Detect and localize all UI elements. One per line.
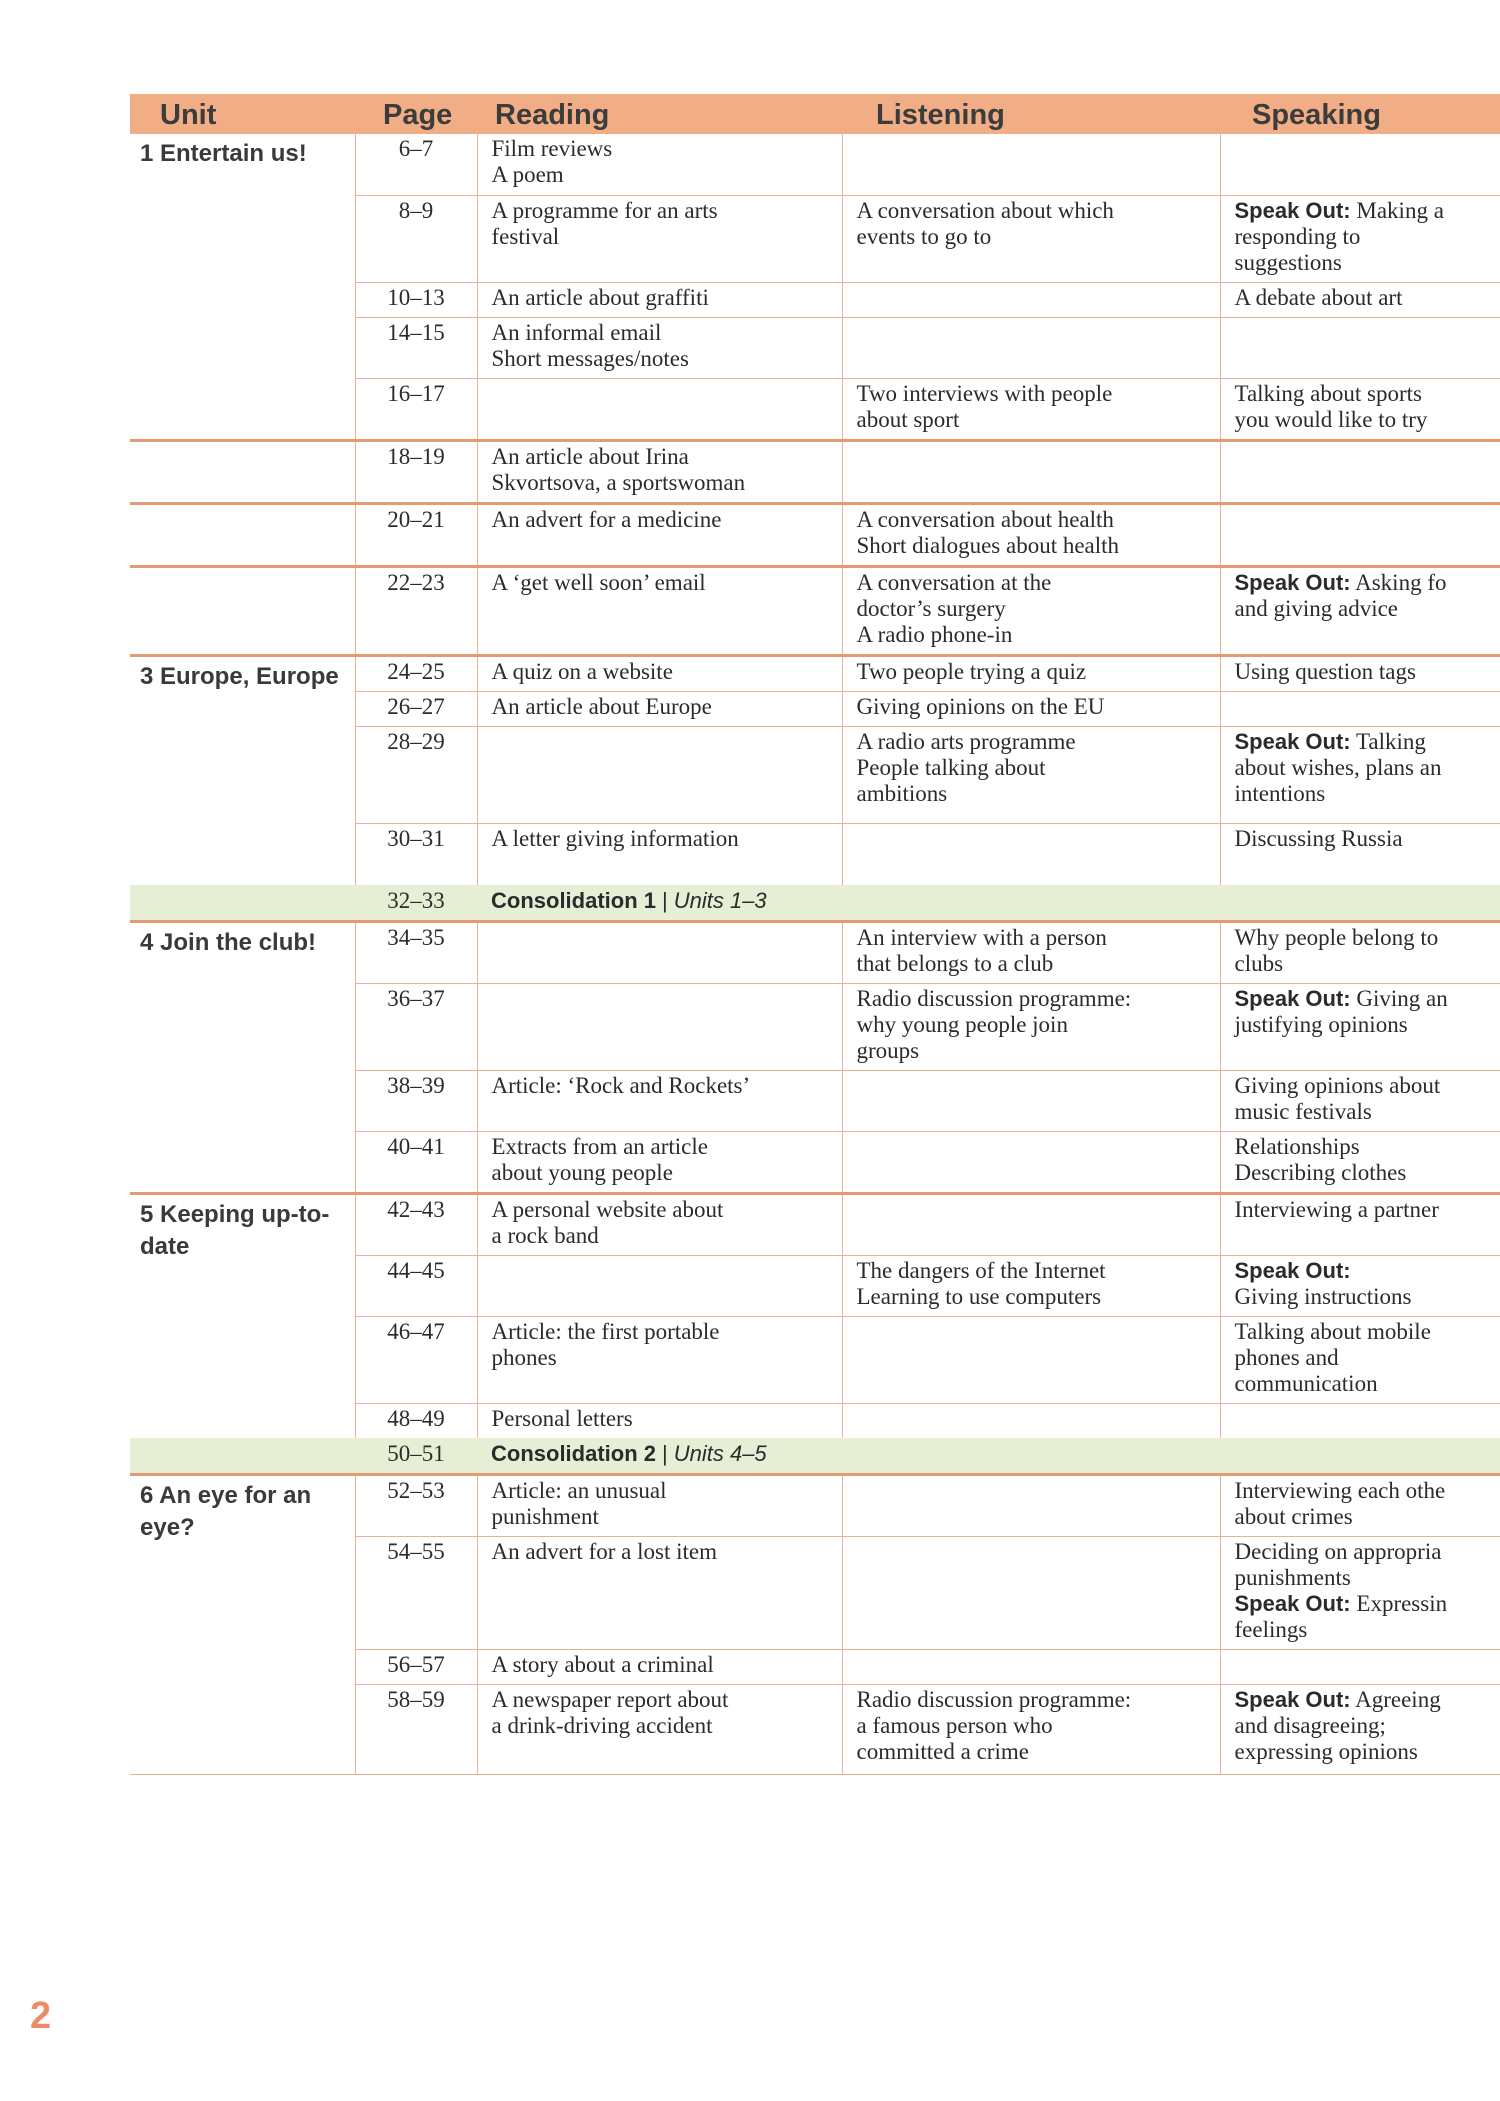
listening-line: doctor’s surgery (856, 595, 1006, 621)
consolidation-units: Units 4–5 (673, 1441, 767, 1466)
speak-out-label: Speak Out: (1234, 1591, 1351, 1616)
unit-title: 3 Europe, Europe (130, 655, 355, 885)
page-range: 8–9 (355, 195, 477, 282)
speaking-cell (1220, 922, 1500, 984)
speaking-cell (1220, 1256, 1500, 1317)
speaking-line (1235, 1591, 1493, 1617)
speaking-line: Talking about mobile (1234, 1319, 1431, 1344)
speaking-line (1235, 570, 1493, 596)
page-range: 16–17 (355, 378, 477, 440)
reading-line: Article: ‘Rock and Rockets’ (491, 1073, 751, 1098)
page-range: 26–27 (355, 691, 477, 726)
listening-line: The dangers of the Internet (856, 1258, 1106, 1283)
reading-cell (477, 922, 842, 984)
reading-cell (477, 1256, 842, 1317)
header-listening: Listening (842, 94, 1220, 134)
unit-title (130, 566, 355, 655)
header-reading: Reading (477, 94, 842, 134)
speaking-line: justifying opinions (1234, 1012, 1408, 1037)
consolidation-title (477, 885, 1500, 922)
reading-cell (477, 1475, 842, 1537)
speaking-cell (1220, 134, 1500, 195)
listening-cell (842, 440, 1220, 503)
consolidation-row (130, 1438, 1500, 1475)
reading-line: An advert for a lost item (491, 1539, 717, 1564)
listening-cell (842, 503, 1220, 566)
consolidation-spacer (130, 1438, 355, 1475)
listening-cell (842, 655, 1220, 691)
speaking-line (1235, 986, 1493, 1012)
reading-line: A story about a criminal (491, 1652, 714, 1677)
speaking-line: music festivals (1234, 1099, 1372, 1124)
page-range: 14–15 (355, 317, 477, 378)
speaking-cell (1220, 317, 1500, 378)
reading-line: A ‘get well soon’ email (491, 569, 706, 595)
listening-cell (842, 1071, 1220, 1132)
listening-line: Radio discussion programme: (856, 1687, 1132, 1712)
listening-line: A conversation about which (856, 197, 1114, 223)
separator: | (662, 1441, 668, 1466)
page-range: 48–49 (355, 1404, 477, 1439)
page-range: 30–31 (355, 823, 477, 885)
speaking-cell (1220, 1071, 1500, 1132)
page-range: 18–19 (355, 440, 477, 503)
table-row (130, 922, 1500, 984)
table-row (130, 440, 1500, 503)
reading-line: An article about Europe (491, 693, 712, 719)
consolidation-page: 32–33 (355, 885, 477, 922)
reading-line: about young people (491, 1160, 673, 1185)
listening-line: groups (856, 1038, 920, 1063)
reading-line: Film reviews (491, 136, 613, 161)
page-range: 34–35 (355, 922, 477, 984)
speaking-cell (1220, 1317, 1500, 1404)
contents-table (130, 94, 1500, 1775)
speaking-cell (1220, 1404, 1500, 1439)
speaking-cell (1220, 1132, 1500, 1194)
speaking-line (1235, 198, 1493, 224)
speaking-text: Expressin (1356, 1591, 1448, 1616)
reading-cell (477, 566, 842, 655)
reading-cell (477, 1537, 842, 1650)
speaking-cell (1220, 823, 1500, 885)
speaking-line: communication (1234, 1371, 1378, 1396)
page-range: 36–37 (355, 984, 477, 1071)
speaking-line: Giving instructions (1234, 1284, 1412, 1309)
reading-cell (477, 691, 842, 726)
speaking-cell (1220, 1537, 1500, 1650)
header-page: Page (355, 94, 477, 134)
table-row (130, 566, 1500, 655)
listening-cell (842, 195, 1220, 282)
speaking-line: Using question tags (1234, 658, 1416, 684)
listening-line: A conversation at the (856, 569, 1052, 595)
reading-cell (477, 1404, 842, 1439)
reading-line: A letter giving information (491, 825, 739, 851)
bottom-rule-cell (130, 1775, 1500, 1776)
reading-line: An article about graffiti (491, 284, 709, 310)
reading-line: a rock band (491, 1223, 599, 1248)
listening-cell (842, 922, 1220, 984)
reading-cell (477, 317, 842, 378)
page-number: 2 (30, 1995, 52, 2037)
listening-cell (842, 317, 1220, 378)
speak-out-label: Speak Out: (1234, 569, 1351, 595)
unit-title: 6 An eye for an eye? (130, 1475, 355, 1775)
speaking-line: you would like to try (1234, 406, 1428, 432)
table-row (130, 655, 1500, 691)
speaking-line: about crimes (1234, 1504, 1353, 1529)
speaking-line: feelings (1234, 1617, 1308, 1642)
speaking-line: A debate about art (1234, 284, 1403, 310)
table-row (130, 503, 1500, 566)
reading-line: A newspaper report about (491, 1687, 729, 1712)
reading-line: An advert for a medicine (491, 506, 722, 532)
listening-line: Radio discussion programme: (856, 986, 1132, 1011)
reading-line: A quiz on a website (491, 658, 673, 684)
speaking-line: Interviewing each othe (1234, 1478, 1446, 1503)
page-range: 58–59 (355, 1685, 477, 1775)
reading-cell (477, 1650, 842, 1685)
listening-line: A radio phone-in (856, 621, 1013, 647)
listening-line: A radio arts programme (856, 728, 1076, 754)
page-range: 22–23 (355, 566, 477, 655)
listening-cell (842, 282, 1220, 317)
reading-cell (477, 282, 842, 317)
speaking-text: Talking (1355, 728, 1426, 754)
consolidation-units: Units 1–3 (673, 888, 767, 913)
table-row (130, 134, 1500, 195)
listening-line: about sport (856, 406, 960, 432)
listening-cell (842, 134, 1220, 195)
reading-cell (477, 984, 842, 1071)
speaking-line: Giving opinions about (1234, 1073, 1441, 1098)
contents-body (130, 134, 1500, 1775)
speaking-text: Agreeing (1355, 1687, 1441, 1712)
reading-cell (477, 726, 842, 823)
page-range: 38–39 (355, 1071, 477, 1132)
speaking-line: responding to (1234, 223, 1361, 249)
unit-title (130, 503, 355, 566)
listening-cell (842, 566, 1220, 655)
reading-line: Personal letters (491, 1406, 633, 1431)
listening-line: ambitions (856, 780, 948, 806)
reading-line: A programme for an arts (491, 197, 718, 223)
speaking-text: Asking fo (1355, 569, 1447, 595)
reading-line: punishment (491, 1504, 599, 1529)
reading-line: phones (491, 1345, 557, 1370)
listening-cell (842, 1537, 1220, 1650)
reading-cell (477, 378, 842, 440)
speaking-text: Giving an (1356, 986, 1448, 1011)
reading-cell (477, 1071, 842, 1132)
header-speaking: Speaking (1220, 94, 1500, 134)
speaking-cell (1220, 378, 1500, 440)
reading-line: Skvortsova, a sportswoman (491, 469, 746, 495)
speaking-text: Making a (1356, 197, 1444, 223)
speaking-line (1235, 729, 1493, 755)
reading-line: An article about Irina (491, 443, 689, 469)
page-range: 10–13 (355, 282, 477, 317)
listening-cell (842, 726, 1220, 823)
reading-cell (477, 1317, 842, 1404)
reading-cell (477, 1132, 842, 1194)
speaking-line: Relationships (1234, 1134, 1360, 1159)
page-range: 40–41 (355, 1132, 477, 1194)
header-row (130, 94, 1500, 134)
speaking-line: phones and (1234, 1345, 1339, 1370)
listening-cell (842, 1256, 1220, 1317)
speaking-cell (1220, 984, 1500, 1071)
listening-cell (842, 1685, 1220, 1775)
consolidation-spacer (130, 885, 355, 922)
speaking-cell (1220, 195, 1500, 282)
reading-line: An informal email (491, 319, 662, 345)
listening-line: that belongs to a club (856, 951, 1054, 976)
page-range: 20–21 (355, 503, 477, 566)
speak-out-label: Speak Out: (1234, 1687, 1351, 1712)
reading-line: Article: the first portable (491, 1319, 720, 1344)
reading-cell (477, 1685, 842, 1775)
unit-title: 4 Join the club! (130, 922, 355, 1194)
consolidation-label: Consolidation 2 (491, 1441, 656, 1466)
page-range: 28–29 (355, 726, 477, 823)
page-range: 44–45 (355, 1256, 477, 1317)
listening-line: A conversation about health (856, 506, 1114, 532)
speaking-line: Talking about sports (1234, 380, 1422, 406)
table-row (130, 1475, 1500, 1537)
listening-line: An interview with a person (856, 925, 1107, 950)
consolidation-title (477, 1438, 1500, 1475)
page-range: 6–7 (355, 134, 477, 195)
page-range: 46–47 (355, 1317, 477, 1404)
speaking-cell (1220, 1650, 1500, 1685)
reading-cell (477, 134, 842, 195)
listening-line: Two interviews with people (856, 380, 1113, 406)
page-range: 24–25 (355, 655, 477, 691)
page-range: 52–53 (355, 1475, 477, 1537)
page-range: 54–55 (355, 1537, 477, 1650)
listening-line: Giving opinions on the EU (856, 693, 1105, 719)
listening-cell (842, 1132, 1220, 1194)
speaking-cell (1220, 1194, 1500, 1256)
consolidation-row (130, 885, 1500, 922)
listening-line: Two people trying a quiz (856, 658, 1087, 684)
reading-cell (477, 1194, 842, 1256)
reading-cell (477, 655, 842, 691)
listening-line: a famous person who (856, 1713, 1053, 1738)
reading-cell (477, 195, 842, 282)
unit-title: 5 Keeping up-to-date (130, 1194, 355, 1439)
speaking-line: expressing opinions (1234, 1739, 1418, 1764)
reading-line: Article: an unusual (491, 1478, 667, 1503)
listening-cell (842, 1475, 1220, 1537)
speaking-cell (1220, 503, 1500, 566)
speaking-line: Why people belong to (1234, 925, 1439, 950)
speaking-line: intentions (1234, 780, 1326, 806)
speak-out-label: Speak Out: (1234, 986, 1351, 1011)
reading-line: Short messages/notes (491, 345, 689, 371)
speaking-cell (1220, 691, 1500, 726)
listening-line: committed a crime (856, 1739, 1029, 1764)
separator: | (662, 888, 668, 913)
consolidation-page: 50–51 (355, 1438, 477, 1475)
page-range: 42–43 (355, 1194, 477, 1256)
reading-line: a drink-driving accident (491, 1713, 713, 1738)
speaking-line (1235, 1687, 1493, 1713)
speaking-cell (1220, 655, 1500, 691)
header-unit: Unit (130, 94, 355, 134)
speaking-cell (1220, 282, 1500, 317)
listening-line: Learning to use computers (856, 1284, 1102, 1309)
consolidation-label: Consolidation 1 (491, 888, 656, 913)
speak-out-label: Speak Out: (1234, 1258, 1351, 1283)
listening-cell (842, 1194, 1220, 1256)
table-row (130, 1194, 1500, 1256)
listening-line: events to go to (856, 223, 992, 249)
unit-title (130, 440, 355, 503)
speaking-cell (1220, 1475, 1500, 1537)
speak-out-label: Speak Out: (1234, 728, 1351, 754)
speaking-line (1235, 1258, 1493, 1284)
listening-line: People talking about (856, 754, 1046, 780)
speak-out-label: Speak Out: (1234, 197, 1351, 223)
listening-cell (842, 1650, 1220, 1685)
page-range: 56–57 (355, 1650, 477, 1685)
speaking-line: about wishes, plans an (1234, 754, 1442, 780)
reading-line: A personal website about (491, 1197, 724, 1222)
speaking-cell (1220, 1685, 1500, 1775)
speaking-line: Deciding on appropria (1234, 1539, 1442, 1564)
listening-cell (842, 378, 1220, 440)
bottom-rule (130, 1775, 1500, 1776)
listening-line: why young people join (856, 1012, 1068, 1037)
listening-line: Short dialogues about health (856, 532, 1120, 558)
speaking-line: suggestions (1234, 249, 1342, 275)
speaking-line: clubs (1234, 951, 1284, 976)
reading-line: Extracts from an article (491, 1134, 708, 1159)
listening-cell (842, 823, 1220, 885)
speaking-line: Interviewing a partner (1234, 1197, 1439, 1222)
speaking-line: Describing clothes (1234, 1160, 1407, 1185)
speaking-cell (1220, 566, 1500, 655)
listening-cell (842, 1404, 1220, 1439)
speaking-cell (1220, 726, 1500, 823)
speaking-line: and giving advice (1234, 595, 1399, 621)
reading-cell (477, 440, 842, 503)
listening-cell (842, 691, 1220, 726)
speaking-cell (1220, 440, 1500, 503)
speaking-line: punishments (1234, 1565, 1351, 1590)
listening-cell (842, 1317, 1220, 1404)
reading-line: festival (491, 223, 560, 249)
speaking-line: and disagreeing; (1234, 1713, 1386, 1738)
reading-line: A poem (491, 162, 564, 187)
unit-title: 1 Entertain us! (140, 140, 307, 167)
listening-cell (842, 984, 1220, 1071)
speaking-line: Discussing Russia (1234, 825, 1403, 851)
reading-cell (477, 503, 842, 566)
reading-cell (477, 823, 842, 885)
